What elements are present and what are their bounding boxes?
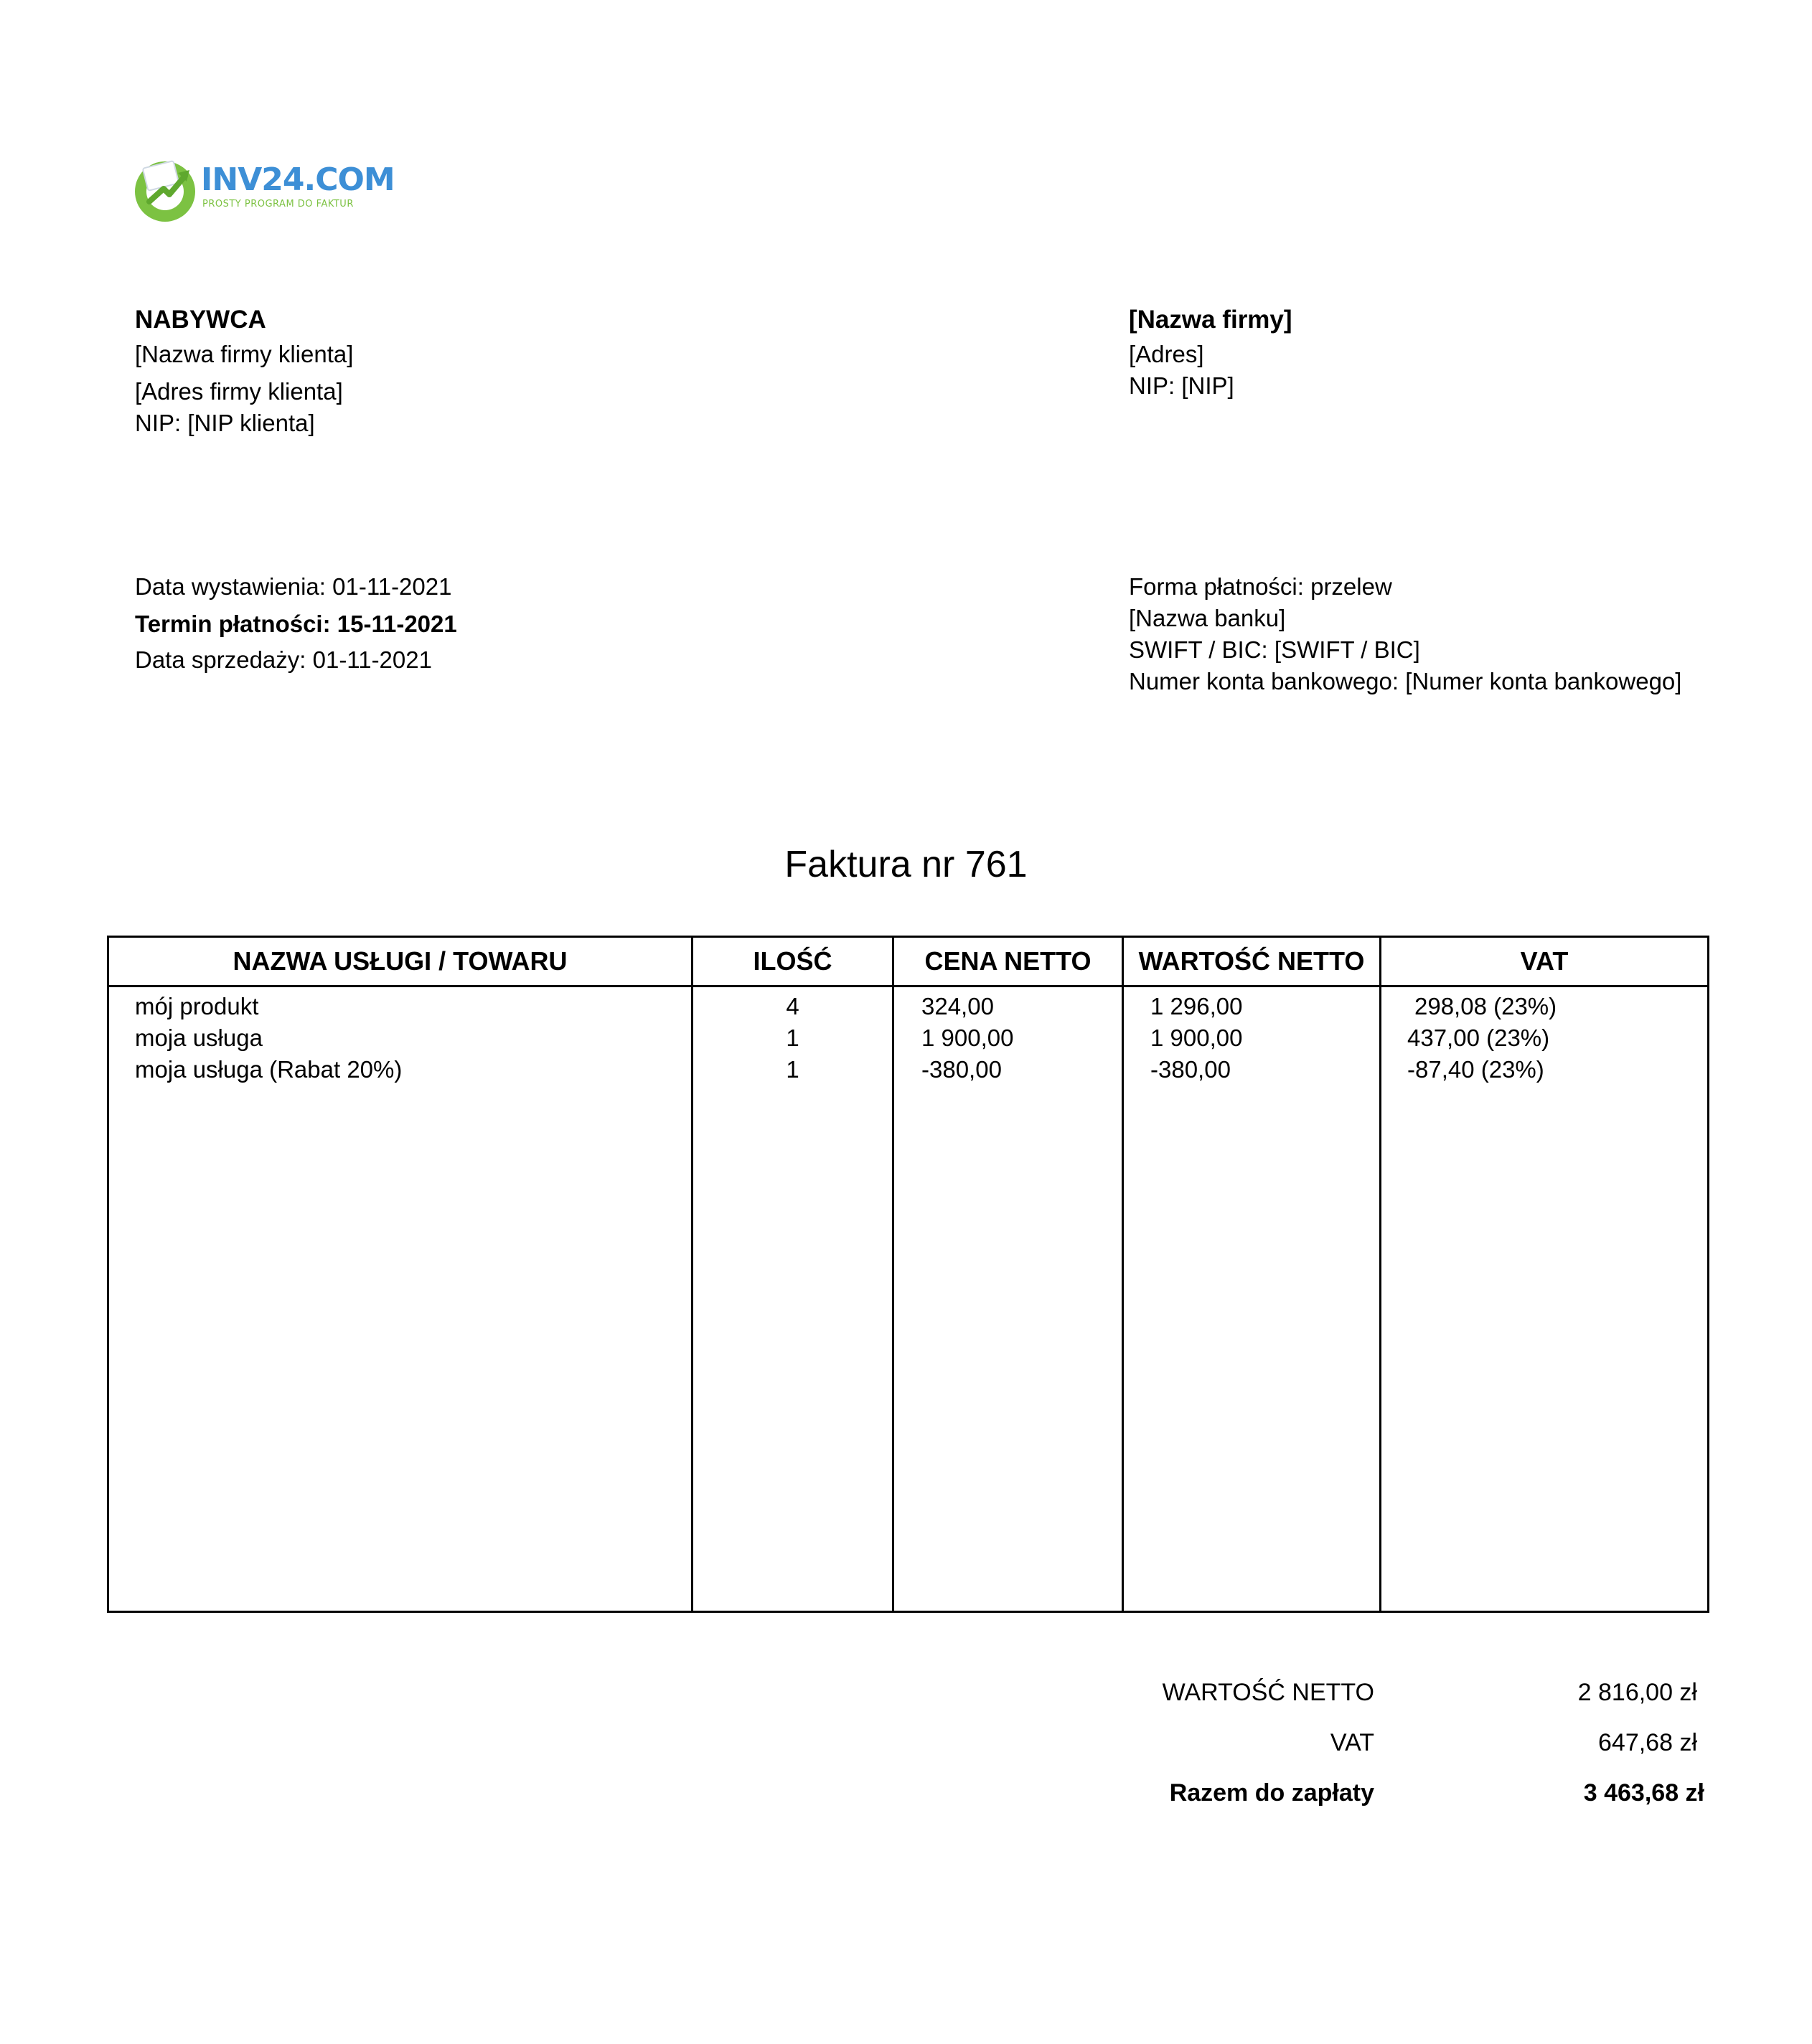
payment-block	[1129, 571, 1681, 697]
logo-mark-icon	[132, 154, 198, 226]
item-net: -380,00	[1150, 1056, 1231, 1083]
summary-total-value: 3 463,68 zł	[1583, 1779, 1704, 1807]
table-row	[109, 991, 1707, 1022]
issue-date: Data wystawienia: 01-11-2021	[135, 573, 452, 600]
table-row	[109, 1022, 1707, 1054]
items-table	[107, 936, 1709, 1613]
item-name: mój produkt	[135, 993, 259, 1019]
seller-name: [Nazwa firmy]	[1129, 306, 1292, 334]
dates-block	[135, 571, 457, 676]
logo-tagline: PROSTY PROGRAM DO FAKTUR	[202, 199, 354, 209]
item-vat: -87,40 (23%)	[1407, 1056, 1544, 1083]
item-price: 324,00	[921, 993, 994, 1019]
item-qty: 1	[786, 1056, 799, 1083]
item-net: 1 900,00	[1150, 1025, 1243, 1051]
bank-account: Numer konta bankowego: [Numer konta bankowego]	[1129, 668, 1682, 694]
summary-vat-value: 647,68 zł	[1598, 1729, 1697, 1756]
item-qty: 1	[786, 1025, 799, 1051]
header-divider	[109, 985, 1707, 987]
column-header-vat: VAT	[1520, 946, 1569, 976]
column-header-qty: ILOŚĆ	[753, 946, 832, 976]
seller-address: [Adres]	[1129, 341, 1204, 367]
column-header-net: WARTOŚĆ NETTO	[1138, 946, 1365, 976]
item-price: -380,00	[921, 1056, 1002, 1083]
bank-name: [Nazwa banku]	[1129, 605, 1286, 631]
item-price: 1 900,00	[921, 1025, 1014, 1051]
buyer-name: [Nazwa firmy klienta]	[135, 341, 354, 367]
buyer-heading: NABYWCA	[135, 306, 266, 334]
due-date: Termin płatności: 15-11-2021	[135, 611, 457, 637]
item-net: 1 296,00	[1150, 993, 1243, 1019]
summary-net-label: WARTOŚĆ NETTO	[1162, 1679, 1374, 1706]
seller-block	[1129, 304, 1292, 402]
buyer-block	[135, 304, 353, 439]
swift-code: SWIFT / BIC: [SWIFT / BIC]	[1129, 636, 1420, 663]
item-vat: 437,00 (23%)	[1407, 1025, 1550, 1051]
invoice-title: Faktura nr 761	[784, 844, 1028, 885]
buyer-nip: NIP: [NIP klienta]	[135, 410, 315, 436]
item-name: moja usługa (Rabat 20%)	[135, 1056, 403, 1083]
column-header-name: NAZWA USŁUGI / TOWARU	[233, 946, 568, 976]
table-body	[109, 991, 1707, 1085]
buyer-address: [Adres firmy klienta]	[135, 378, 343, 405]
summary-net-value: 2 816,00 zł	[1577, 1679, 1697, 1706]
payment-method: Forma płatności: przelew	[1129, 573, 1392, 600]
summary-total-label: Razem do zapłaty	[1169, 1779, 1374, 1807]
sale-date: Data sprzedaży: 01-11-2021	[135, 646, 432, 673]
item-name: moja usługa	[135, 1025, 263, 1051]
seller-nip: NIP: [NIP]	[1129, 372, 1234, 399]
logo-text: INV24.COM	[201, 161, 395, 198]
summary-vat-label: VAT	[1330, 1729, 1374, 1756]
item-vat: 298,08 (23%)	[1414, 993, 1557, 1019]
company-logo	[132, 154, 395, 233]
column-header-price: CENA NETTO	[924, 946, 1092, 976]
item-qty: 4	[786, 993, 799, 1019]
table-row	[109, 1054, 1707, 1085]
